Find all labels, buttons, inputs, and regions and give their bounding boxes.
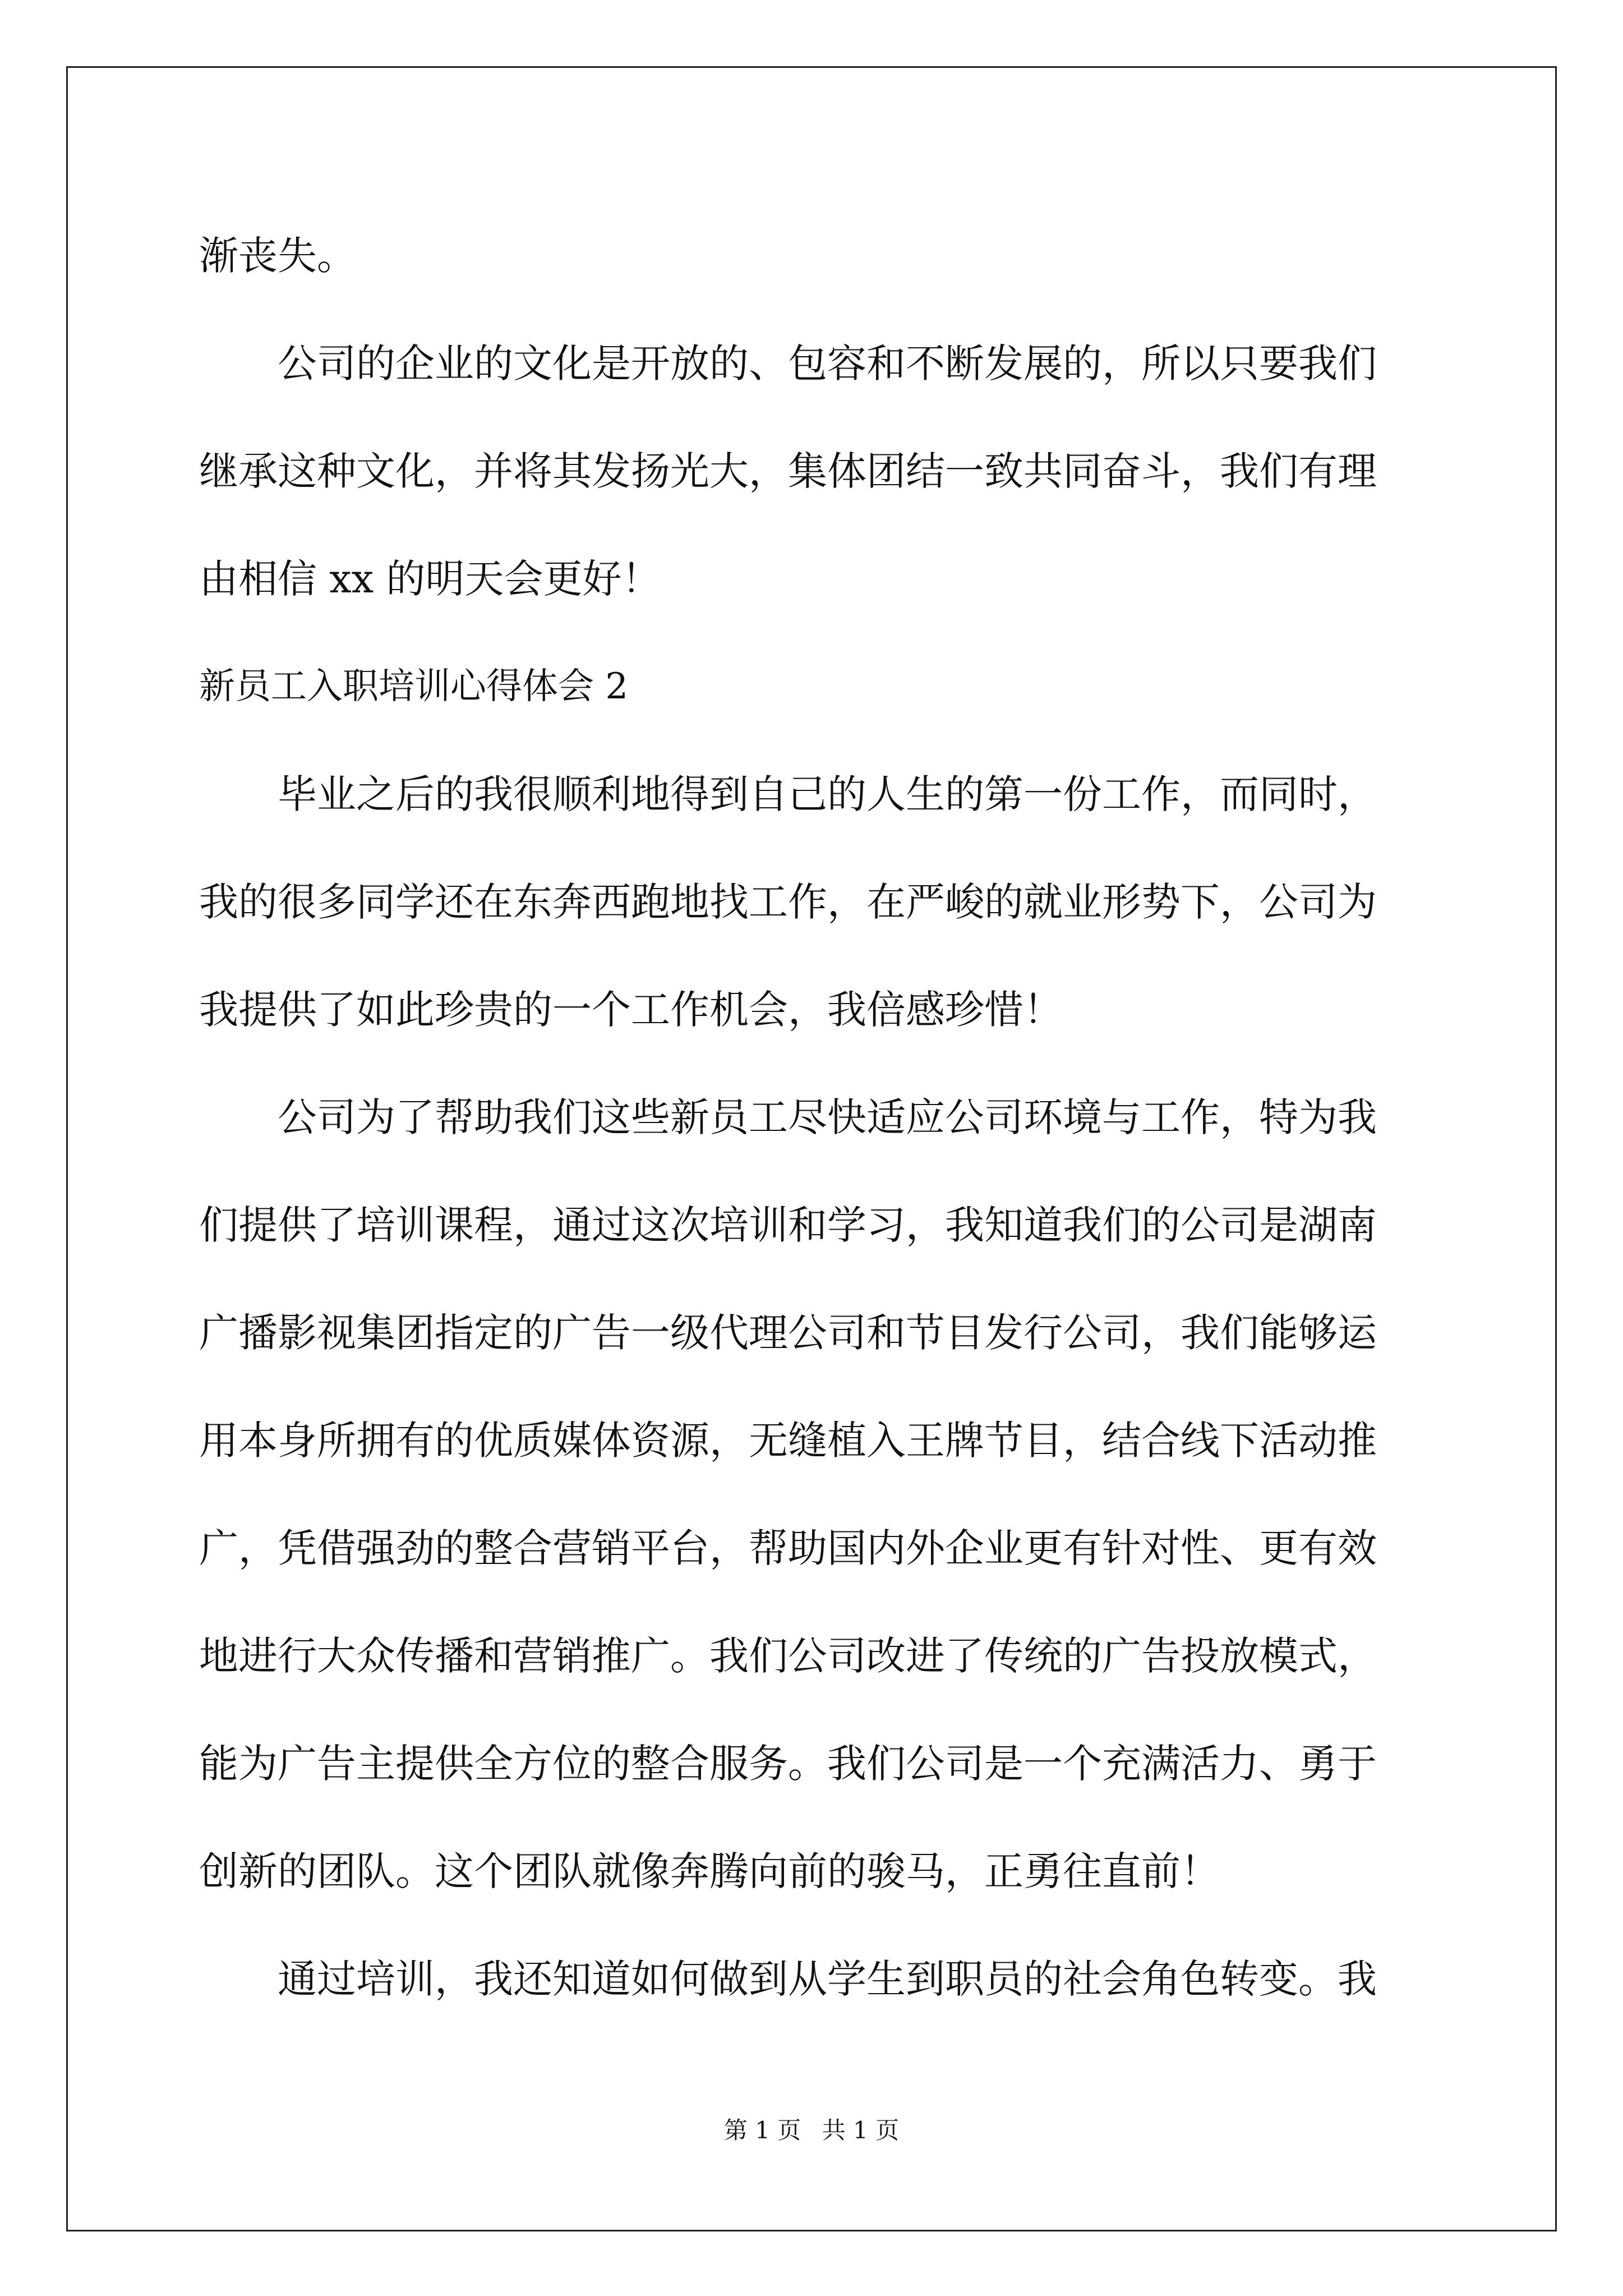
text-line: 继承这种文化，并将其发扬光大，集体团结一致共同奋斗，我们有理 (199, 448, 1377, 494)
text-line: 地进行大众传播和营销推广。我们公司改进了传统的广告投放模式， (199, 1633, 1377, 1679)
total-pages: 共 1 页 (822, 2116, 900, 2144)
page-footer (0, 2114, 1623, 2147)
text-line: 渐丧失。 (199, 233, 356, 279)
text-line: 们提供了培训课程，通过这次培训和学习，我知道我们的公司是湖南 (199, 1202, 1377, 1248)
text-line: 广播影视集团指定的广告一级代理公司和节目发行公司，我们能够运 (199, 1310, 1377, 1356)
text-line: 由相信 xx 的明天会更好！ (199, 556, 661, 602)
text-line: 创新的团队。这个团队就像奔腾向前的骏马，正勇往直前！ (199, 1848, 1220, 1894)
section-heading: 新员工入职培训心得体会 2 (199, 666, 629, 707)
text-line: 广，凭借强劲的整合营销平台，帮助国内外企业更有针对性、更有效 (199, 1525, 1377, 1571)
text-line: 用本身所拥有的优质媒体资源，无缝植入王牌节目，结合线下活动推 (199, 1418, 1377, 1464)
paragraph-first-line: 毕业之后的我很顺利地得到自己的人生的第一份工作，而同时， (278, 771, 1377, 817)
document-body (199, 202, 1425, 2033)
text-line: 我提供了如此珍贵的一个工作机会，我倍感珍惜！ (199, 987, 1063, 1033)
paragraph-first-line: 通过培训，我还知道如何做到从学生到职员的社会角色转变。我 (278, 1956, 1377, 2002)
text-line: 能为广告主提供全方位的整合服务。我们公司是一个充满活力、勇于 (199, 1741, 1377, 1787)
text-line: 我的很多同学还在东奔西跑地找工作，在严峻的就业形势下，公司为 (199, 879, 1377, 925)
page-number: 第 1 页 (723, 2116, 801, 2144)
paragraph-first-line: 公司的企业的文化是开放的、包容和不断发展的，所以只要我们 (278, 341, 1377, 386)
paragraph-first-line: 公司为了帮助我们这些新员工尽快适应公司环境与工作，特为我 (278, 1094, 1377, 1140)
